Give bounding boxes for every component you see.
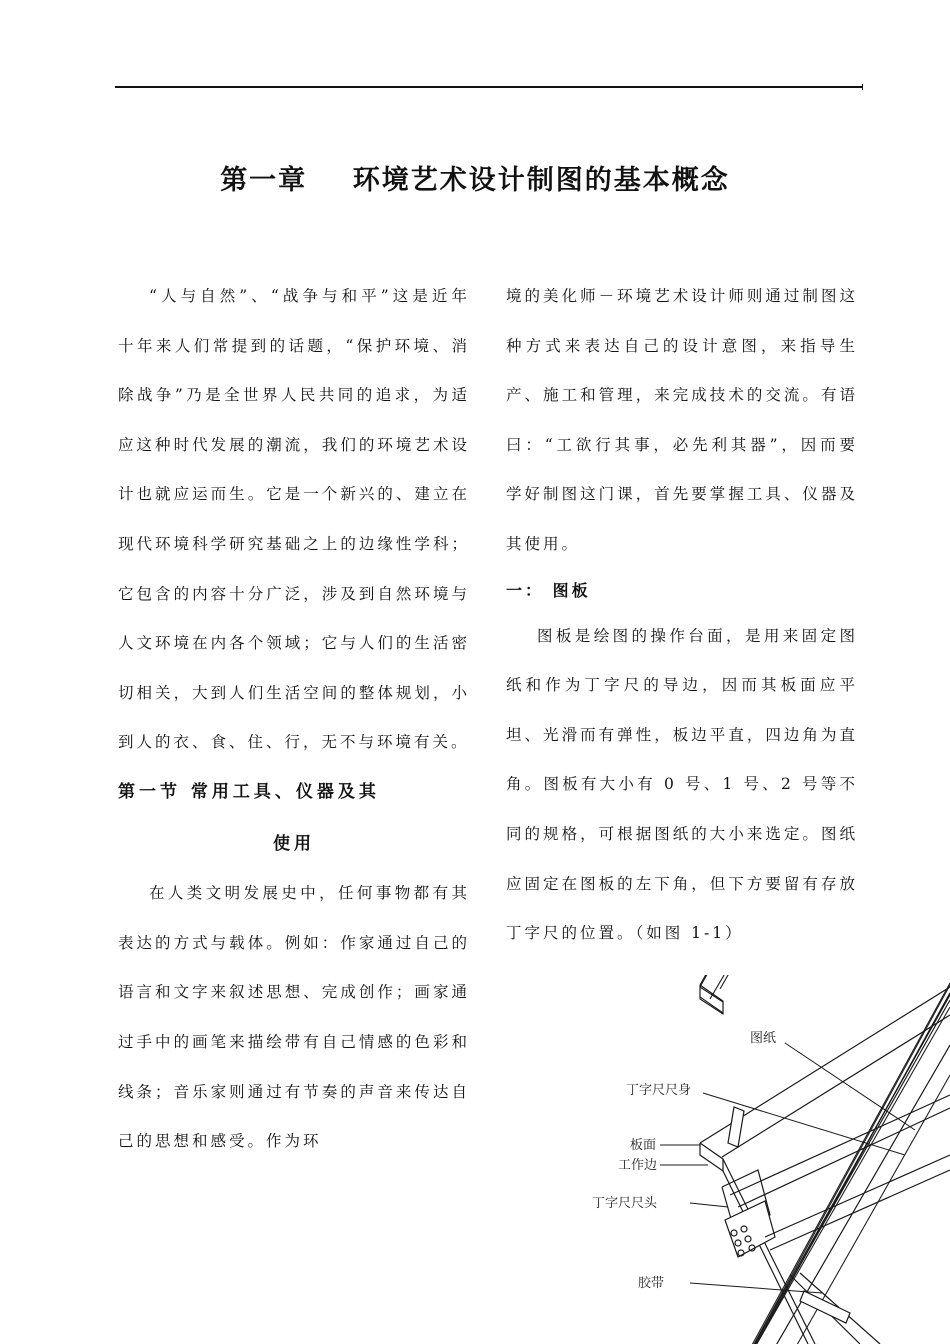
drawing-board-paragraph: 图板是绘图的操作台面，是用来固定图纸和作为丁字尺的导边，因而其板面应平坦、光滑而有弹性，板边平直，四边角为直角。图板有大小有 0 号、1 号、2 号等不同的规格，可根据图纸的大小来选定。图纸应固定在图板的左下角，但下方要留有存放丁字尺的位置。（如图 1-1） bbox=[506, 626, 858, 943]
board-isometric bbox=[702, 975, 950, 988]
leader-lines bbox=[660, 1043, 915, 1293]
drawing-board-shape bbox=[702, 975, 950, 985]
board-edges bbox=[700, 975, 950, 1344]
board-local bbox=[700, 980, 950, 1344]
board-clean bbox=[700, 975, 950, 985]
label-working-edge: 工作边 bbox=[618, 1158, 658, 1173]
section-title bbox=[118, 768, 470, 869]
label-tape: 胶带 bbox=[638, 1276, 665, 1291]
board-real bbox=[700, 991, 950, 1344]
intro-paragraph: “人与自然”、“战争与和平”这是近年十年来人们常提到的话题，“保护环境、消除战争”乃是全世界人民共同的追求，为适应这种时代发展的潮流，我们的环境艺术设计也就应运而生。它是一个新兴的、建立在现代环境科学研究基础之上的边缘性学科；它包含的内容十分广泛，涉及到自然环境与人文环境在内各个领域；它与人们的生活密切相关，大到人们生活空间的整体规划，小到人的衣、食、住、行，无不与环境有关。 bbox=[118, 287, 470, 752]
board-figure bbox=[700, 983, 950, 1344]
chapter-title: 第一章 环境艺术设计制图的基本概念 bbox=[220, 165, 730, 196]
figure-drawing-board bbox=[560, 975, 950, 1344]
board-render bbox=[702, 993, 950, 1344]
label-ruler-head: 丁字尺尺头 bbox=[592, 1196, 658, 1211]
section-title-line1: 第一节 常用工具、仪器及其 bbox=[118, 781, 380, 802]
continuation-paragraph: 境的美化师－环境艺术设计师则通过制图这种方式来表达自己的设计意图，来指导生产、施工和管理，来完成技术的交流。有语曰：“工欲行其事，必先利其器”，因而要学好制图这门课，首先要掌握工具、仪器及其使用。 bbox=[506, 287, 858, 553]
board-figure-final bbox=[702, 975, 950, 1344]
drawing-board-visible bbox=[700, 975, 950, 987]
board-final bbox=[700, 997, 950, 1344]
label-board-face: 板面 bbox=[630, 1138, 657, 1153]
subhead-drawing-board: 一： 图板 bbox=[506, 580, 591, 600]
header-rule bbox=[115, 86, 862, 88]
board-drawing-main bbox=[702, 975, 950, 987]
left-column bbox=[118, 272, 470, 1167]
figure-visible bbox=[700, 975, 950, 1344]
board-outline-local bbox=[700, 975, 950, 988]
board-final-lines bbox=[702, 975, 950, 991]
board-local-final bbox=[702, 975, 950, 986]
board-main bbox=[700, 975, 950, 985]
right-column bbox=[506, 272, 858, 959]
drawing-board-figure bbox=[700, 987, 950, 1344]
section-title-line2: 使用 bbox=[273, 833, 315, 854]
drawing-board bbox=[700, 975, 950, 991]
label-paper: 图纸 bbox=[750, 1031, 777, 1046]
figure-lines bbox=[700, 975, 950, 985]
label-ruler-body: 丁字尺尺身 bbox=[626, 1083, 692, 1098]
header-rule-tick bbox=[862, 84, 863, 90]
section-paragraph: 在人类文明发展史中，任何事物都有其表达的方式与载体。例如：作家通过自己的语言和文字来叙述思想、完成创作；画家通过手中的画笔来描绘带有自己情感的色彩和线条；音乐家则通过有节奏的声音来传达自己的思想和感受。作为环 bbox=[118, 884, 470, 1151]
